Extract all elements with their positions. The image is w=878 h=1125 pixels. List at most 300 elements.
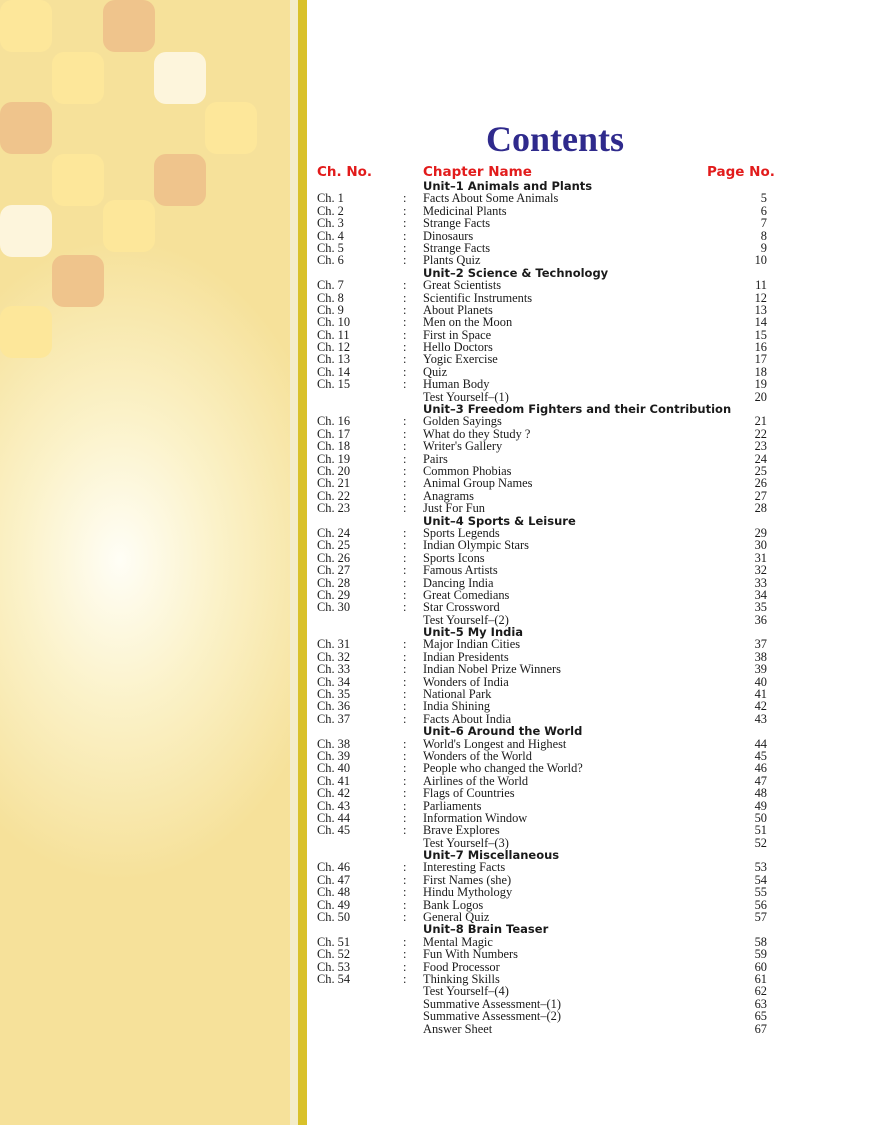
chapter-number: Ch. 46 bbox=[317, 860, 351, 875]
page-number: 57 bbox=[754, 910, 767, 925]
page-number: 33 bbox=[754, 575, 767, 590]
chapter-number: Ch. 51 bbox=[317, 934, 351, 949]
chapter-name: Animal Group Names bbox=[423, 476, 533, 491]
decor-tile bbox=[103, 200, 155, 252]
page-number: 6 bbox=[760, 203, 767, 218]
decor-tile bbox=[0, 205, 52, 257]
page-number: 63 bbox=[754, 996, 767, 1011]
chapter-name: Scientific Instruments bbox=[423, 290, 533, 305]
page-number: 11 bbox=[755, 278, 767, 293]
toc-entry bbox=[317, 577, 767, 589]
page-number: 58 bbox=[754, 934, 767, 949]
chapter-name: Interesting Facts bbox=[423, 860, 506, 875]
separator-colon: : bbox=[403, 885, 407, 900]
page-number: 39 bbox=[754, 662, 767, 677]
separator-colon: : bbox=[403, 302, 407, 317]
chapter-number: Ch. 2 bbox=[317, 203, 344, 218]
chapter-name: Wonders of India bbox=[423, 674, 509, 689]
separator-colon: : bbox=[403, 228, 407, 243]
chapter-name: Mental Magic bbox=[423, 934, 493, 949]
chapter-number: Ch. 3 bbox=[317, 216, 344, 231]
chapter-name: Major Indian Cities bbox=[423, 637, 521, 652]
page-title: Contents bbox=[485, 119, 624, 159]
unit-heading bbox=[317, 725, 767, 737]
toc-entry bbox=[317, 477, 767, 489]
chapter-name: Test Yourself–(4) bbox=[423, 984, 509, 999]
chapter-name: Flags of Countries bbox=[423, 786, 515, 801]
chapter-name: Bank Logos bbox=[423, 897, 484, 912]
page-number: 35 bbox=[754, 600, 767, 615]
chapter-name: Yogic Exercise bbox=[423, 352, 498, 367]
separator-colon: : bbox=[403, 315, 407, 330]
separator-colon: : bbox=[403, 773, 407, 788]
toc-entry bbox=[317, 378, 767, 390]
divider-gold-bar bbox=[298, 0, 307, 1125]
chapter-name: Wonders of the World bbox=[423, 748, 532, 763]
page-number: 7 bbox=[760, 216, 767, 231]
chapter-number: Ch. 13 bbox=[317, 352, 351, 367]
chapter-number: Ch. 23 bbox=[317, 501, 351, 516]
separator-colon: : bbox=[403, 426, 407, 441]
separator-colon: : bbox=[403, 662, 407, 677]
chapter-number: Ch. 4 bbox=[317, 228, 344, 243]
chapter-name: Great Scientists bbox=[423, 278, 502, 293]
chapter-name: What do they Study ? bbox=[423, 426, 531, 441]
toc-entry bbox=[317, 861, 767, 873]
chapter-name: Great Comedians bbox=[423, 587, 510, 602]
header-chapter-name: Chapter Name bbox=[423, 164, 532, 180]
toc-entry bbox=[317, 762, 767, 774]
page-number: 29 bbox=[754, 525, 767, 540]
chapter-name: Sports Legends bbox=[423, 525, 500, 540]
chapter-number: Ch. 1 bbox=[317, 191, 344, 206]
separator-colon: : bbox=[403, 563, 407, 578]
chapter-name: India Shining bbox=[423, 699, 491, 714]
toc-entry bbox=[317, 1023, 767, 1035]
decor-tile bbox=[0, 0, 52, 52]
toc-entry bbox=[317, 700, 767, 712]
chapter-name: National Park bbox=[423, 687, 492, 702]
separator-colon: : bbox=[403, 910, 407, 925]
chapter-number: Ch. 18 bbox=[317, 439, 351, 454]
separator-colon: : bbox=[403, 736, 407, 751]
chapter-number: Ch. 34 bbox=[317, 674, 351, 689]
decor-tile bbox=[154, 154, 206, 206]
page-number: 10 bbox=[754, 253, 767, 268]
chapter-number: Ch. 14 bbox=[317, 364, 351, 379]
separator-colon: : bbox=[403, 823, 407, 838]
chapter-number: Ch. 45 bbox=[317, 823, 351, 838]
separator-colon: : bbox=[403, 711, 407, 726]
toc-entry bbox=[317, 787, 767, 799]
toc-entry bbox=[317, 812, 767, 824]
page-number: 16 bbox=[754, 340, 767, 355]
page-number: 46 bbox=[754, 761, 767, 776]
toc-entry bbox=[317, 353, 767, 365]
chapter-name: Facts About India bbox=[423, 711, 512, 726]
unit-title: Unit–8 Brain Teaser bbox=[423, 922, 549, 937]
page-number: 28 bbox=[754, 501, 767, 516]
toc-entry bbox=[317, 738, 767, 750]
page-number: 8 bbox=[760, 228, 767, 243]
toc-entry bbox=[317, 948, 767, 960]
separator-colon: : bbox=[403, 600, 407, 615]
separator-colon: : bbox=[403, 203, 407, 218]
separator-colon: : bbox=[403, 637, 407, 652]
toc-entry bbox=[317, 589, 767, 601]
toc-entry bbox=[317, 527, 767, 539]
chapter-number: Ch. 52 bbox=[317, 947, 351, 962]
decor-tile bbox=[0, 306, 52, 358]
toc-entry bbox=[317, 217, 767, 229]
chapter-number: Ch. 22 bbox=[317, 488, 351, 503]
chapter-number: Ch. 26 bbox=[317, 550, 351, 565]
toc-entry bbox=[317, 985, 767, 997]
separator-colon: : bbox=[403, 687, 407, 702]
page-number: 52 bbox=[754, 835, 767, 850]
page-number: 20 bbox=[754, 389, 767, 404]
toc-entry bbox=[317, 304, 767, 316]
chapter-name: Test Yourself–(1) bbox=[423, 389, 509, 404]
page-number: 44 bbox=[754, 736, 767, 751]
chapter-name: Men on the Moon bbox=[423, 315, 513, 330]
toc-entry bbox=[317, 242, 767, 254]
unit-title: Unit–6 Around the World bbox=[423, 724, 583, 739]
separator-colon: : bbox=[403, 253, 407, 268]
chapter-name: Human Body bbox=[423, 377, 490, 392]
chapter-number: Ch. 39 bbox=[317, 748, 351, 763]
page-number: 62 bbox=[754, 984, 767, 999]
chapter-number: Ch. 15 bbox=[317, 377, 351, 392]
chapter-number: Ch. 21 bbox=[317, 476, 351, 491]
chapter-name: Hindu Mythology bbox=[423, 885, 513, 900]
toc-entry bbox=[317, 676, 767, 688]
chapter-name: Golden Sayings bbox=[423, 414, 502, 429]
chapter-name: Dinosaurs bbox=[423, 228, 474, 243]
chapter-name: First in Space bbox=[423, 327, 492, 342]
page-number: 23 bbox=[754, 439, 767, 454]
separator-colon: : bbox=[403, 278, 407, 293]
toc-entry bbox=[317, 688, 767, 700]
toc-entry bbox=[317, 366, 767, 378]
chapter-number: Ch. 11 bbox=[317, 327, 350, 342]
toc-entry bbox=[317, 230, 767, 242]
toc-entry bbox=[317, 824, 767, 836]
page-number: 47 bbox=[754, 773, 767, 788]
separator-colon: : bbox=[403, 872, 407, 887]
decor-tile bbox=[52, 154, 104, 206]
chapter-number: Ch. 10 bbox=[317, 315, 351, 330]
chapter-number: Ch. 27 bbox=[317, 563, 351, 578]
chapter-name: Parliaments bbox=[423, 798, 482, 813]
page-number: 54 bbox=[754, 872, 767, 887]
toc-entry bbox=[317, 614, 767, 626]
page-number: 40 bbox=[754, 674, 767, 689]
toc-entry bbox=[317, 936, 767, 948]
separator-colon: : bbox=[403, 699, 407, 714]
decor-tile bbox=[103, 0, 155, 52]
page-number: 24 bbox=[754, 451, 767, 466]
toc-entry bbox=[317, 800, 767, 812]
unit-title: Unit–2 Science & Technology bbox=[423, 265, 609, 280]
chapter-number: Ch. 5 bbox=[317, 240, 344, 255]
separator-colon: : bbox=[403, 327, 407, 342]
page-number: 56 bbox=[754, 897, 767, 912]
page-number: 65 bbox=[754, 1009, 767, 1024]
separator-colon: : bbox=[403, 340, 407, 355]
page-number: 61 bbox=[754, 972, 767, 986]
unit-title: Unit–5 My India bbox=[423, 625, 524, 640]
chapter-number: Ch. 28 bbox=[317, 575, 351, 590]
separator-colon: : bbox=[403, 761, 407, 776]
toc-entry bbox=[317, 254, 767, 266]
page-number: 9 bbox=[760, 240, 767, 255]
chapter-name: Writer's Gallery bbox=[423, 439, 503, 454]
chapter-name: Strange Facts bbox=[423, 240, 491, 255]
chapter-name: World's Longest and Highest bbox=[423, 736, 567, 751]
separator-colon: : bbox=[403, 798, 407, 813]
page-number: 31 bbox=[754, 550, 767, 565]
page-number: 38 bbox=[754, 649, 767, 664]
page-number: 45 bbox=[754, 748, 767, 763]
header-chapter-number: Ch. No. bbox=[317, 164, 373, 180]
separator-colon: : bbox=[403, 525, 407, 540]
chapter-name: Test Yourself–(2) bbox=[423, 612, 509, 627]
toc-entry bbox=[317, 1010, 767, 1022]
unit-heading bbox=[317, 515, 767, 527]
unit-heading bbox=[317, 849, 767, 861]
page-number: 22 bbox=[754, 426, 767, 441]
toc-entry bbox=[317, 874, 767, 886]
chapter-name: Anagrams bbox=[423, 488, 474, 503]
chapter-number: Ch. 30 bbox=[317, 600, 351, 615]
chapter-name: Medicinal Plants bbox=[423, 203, 507, 218]
unit-heading bbox=[317, 923, 767, 935]
toc-entry bbox=[317, 192, 767, 204]
page-number: 14 bbox=[754, 315, 767, 330]
chapter-number: Ch. 42 bbox=[317, 786, 351, 801]
chapter-name: First Names (she) bbox=[423, 872, 512, 887]
chapter-number: Ch. 40 bbox=[317, 761, 351, 776]
toc-entry bbox=[317, 601, 767, 613]
separator-colon: : bbox=[403, 414, 407, 429]
separator-colon: : bbox=[403, 587, 407, 602]
chapter-name: About Planets bbox=[423, 302, 493, 317]
separator-colon: : bbox=[403, 377, 407, 392]
page-number: 67 bbox=[754, 1021, 767, 1036]
chapter-name: Brave Explores bbox=[423, 823, 500, 838]
separator-colon: : bbox=[403, 649, 407, 664]
toc-entry bbox=[317, 775, 767, 787]
chapter-number: Ch. 19 bbox=[317, 451, 351, 466]
chapter-name: Indian Presidents bbox=[423, 649, 509, 664]
decor-tile bbox=[0, 102, 52, 154]
chapter-name: Dancing India bbox=[423, 575, 494, 590]
chapter-name: General Quiz bbox=[423, 910, 490, 925]
toc-entry bbox=[317, 205, 767, 217]
page-number: 50 bbox=[754, 810, 767, 825]
chapter-name: Hello Doctors bbox=[423, 340, 493, 355]
page-number: 37 bbox=[754, 637, 767, 652]
header-page-number: Page No. bbox=[707, 164, 775, 180]
chapter-number: Ch. 25 bbox=[317, 538, 351, 553]
toc-entry bbox=[317, 552, 767, 564]
unit-heading bbox=[317, 403, 767, 415]
separator-colon: : bbox=[403, 947, 407, 962]
chapter-number: Ch. 44 bbox=[317, 810, 351, 825]
page-number: 60 bbox=[754, 959, 767, 974]
chapter-number: Ch. 33 bbox=[317, 662, 351, 677]
separator-colon: : bbox=[403, 364, 407, 379]
chapter-number: Ch. 16 bbox=[317, 414, 351, 429]
toc-entry bbox=[317, 465, 767, 477]
page-number: 42 bbox=[754, 699, 767, 714]
page-number: 49 bbox=[754, 798, 767, 813]
separator-colon: : bbox=[403, 550, 407, 565]
chapter-name: Indian Olympic Stars bbox=[423, 538, 529, 553]
chapter-name: Famous Artists bbox=[423, 563, 498, 578]
separator-colon: : bbox=[403, 439, 407, 454]
chapter-number: Ch. 8 bbox=[317, 290, 344, 305]
page-number: 43 bbox=[754, 711, 767, 726]
separator-colon: : bbox=[403, 463, 407, 478]
chapter-name: People who changed the World? bbox=[423, 761, 583, 776]
page-number: 27 bbox=[754, 488, 767, 503]
chapter-name: Just For Fun bbox=[423, 501, 485, 516]
chapter-name: Facts About Some Animals bbox=[423, 191, 559, 206]
toc-entry bbox=[317, 502, 767, 514]
toc-entry bbox=[317, 961, 767, 973]
page-number: 41 bbox=[754, 687, 767, 702]
separator-colon: : bbox=[403, 501, 407, 516]
unit-title: Unit–7 Miscellaneous bbox=[423, 848, 560, 863]
unit-heading bbox=[317, 626, 767, 638]
toc-entry bbox=[317, 316, 767, 328]
separator-colon: : bbox=[403, 352, 407, 367]
chapter-number: Ch. 54 bbox=[317, 972, 351, 986]
toc-entry bbox=[317, 638, 767, 650]
chapter-name: Test Yourself–(3) bbox=[423, 835, 509, 850]
page-number: 19 bbox=[754, 377, 767, 392]
toc-entry bbox=[317, 279, 767, 291]
page-number: 18 bbox=[754, 364, 767, 379]
separator-colon: : bbox=[403, 240, 407, 255]
separator-colon: : bbox=[403, 786, 407, 801]
chapter-number: Ch. 53 bbox=[317, 959, 351, 974]
chapter-number: Ch. 37 bbox=[317, 711, 351, 726]
page-number: 25 bbox=[754, 463, 767, 478]
chapter-number: Ch. 41 bbox=[317, 773, 351, 788]
page-number: 13 bbox=[754, 302, 767, 317]
page-number: 30 bbox=[754, 538, 767, 553]
separator-colon: : bbox=[403, 674, 407, 689]
chapter-number: Ch. 29 bbox=[317, 587, 351, 602]
chapter-number: Ch. 36 bbox=[317, 699, 351, 714]
page-number: 55 bbox=[754, 885, 767, 900]
page-number: 48 bbox=[754, 786, 767, 801]
unit-title: Unit–1 Animals and Plants bbox=[423, 179, 593, 193]
toc-entry bbox=[317, 428, 767, 440]
toc-entry bbox=[317, 292, 767, 304]
chapter-name: Strange Facts bbox=[423, 216, 491, 231]
separator-colon: : bbox=[403, 476, 407, 491]
toc-entry bbox=[317, 453, 767, 465]
chapter-name: Common Phobias bbox=[423, 463, 512, 478]
chapter-number: Ch. 12 bbox=[317, 340, 351, 355]
page-number: 12 bbox=[754, 290, 767, 305]
separator-colon: : bbox=[403, 290, 407, 305]
toc-entry bbox=[317, 539, 767, 551]
chapter-name: Indian Nobel Prize Winners bbox=[423, 662, 561, 677]
toc-entry bbox=[317, 415, 767, 427]
decor-tile bbox=[154, 52, 206, 104]
separator-colon: : bbox=[403, 860, 407, 875]
separator-colon: : bbox=[403, 575, 407, 590]
unit-title: Unit–3 Freedom Fighters and their Contribution bbox=[423, 402, 732, 417]
separator-colon: : bbox=[403, 934, 407, 949]
toc-entry bbox=[317, 564, 767, 576]
separator-colon: : bbox=[403, 451, 407, 466]
decorative-side-panel bbox=[0, 0, 290, 1125]
toc-entry bbox=[317, 490, 767, 502]
separator-colon: : bbox=[403, 972, 407, 986]
toc-entry bbox=[317, 329, 767, 341]
divider-light bbox=[290, 0, 298, 1125]
separator-colon: : bbox=[403, 748, 407, 763]
page-number: 36 bbox=[754, 612, 767, 627]
chapter-number: Ch. 31 bbox=[317, 637, 351, 652]
separator-colon: : bbox=[403, 810, 407, 825]
toc-entry bbox=[317, 663, 767, 675]
chapter-name: Pairs bbox=[423, 451, 448, 466]
decor-tile bbox=[52, 52, 104, 104]
separator-colon: : bbox=[403, 538, 407, 553]
chapter-name: Thinking Skills bbox=[423, 972, 500, 986]
separator-colon: : bbox=[403, 959, 407, 974]
page-number: 15 bbox=[754, 327, 767, 342]
toc-entry bbox=[317, 440, 767, 452]
chapter-number: Ch. 9 bbox=[317, 302, 344, 317]
chapter-name: Star Crossword bbox=[423, 600, 500, 615]
page-number: 26 bbox=[754, 476, 767, 491]
chapter-name: Answer Sheet bbox=[423, 1021, 493, 1036]
separator-colon: : bbox=[403, 216, 407, 231]
unit-title: Unit–4 Sports & Leisure bbox=[423, 513, 576, 528]
chapter-name: Quiz bbox=[423, 364, 448, 379]
unit-heading bbox=[317, 267, 767, 279]
chapter-number: Ch. 32 bbox=[317, 649, 351, 664]
chapter-name: Summative Assessment–(2) bbox=[423, 1009, 562, 1024]
chapter-number: Ch. 24 bbox=[317, 525, 351, 540]
page-number: 51 bbox=[754, 823, 767, 838]
chapter-number: Ch. 43 bbox=[317, 798, 351, 813]
table-of-contents bbox=[317, 180, 767, 1035]
chapter-number: Ch. 6 bbox=[317, 253, 344, 268]
toc-entry bbox=[317, 886, 767, 898]
chapter-number: Ch. 48 bbox=[317, 885, 351, 900]
toc-entry bbox=[317, 899, 767, 911]
chapter-number: Ch. 50 bbox=[317, 910, 351, 925]
chapter-name: Food Processor bbox=[423, 959, 500, 974]
page-number: 32 bbox=[754, 563, 767, 578]
chapter-number: Ch. 47 bbox=[317, 872, 351, 887]
chapter-number: Ch. 20 bbox=[317, 463, 351, 478]
decor-tile bbox=[52, 255, 104, 307]
decor-tile bbox=[205, 102, 257, 154]
page-number: 59 bbox=[754, 947, 767, 962]
toc-entry bbox=[317, 973, 767, 985]
chapter-number: Ch. 7 bbox=[317, 278, 344, 293]
